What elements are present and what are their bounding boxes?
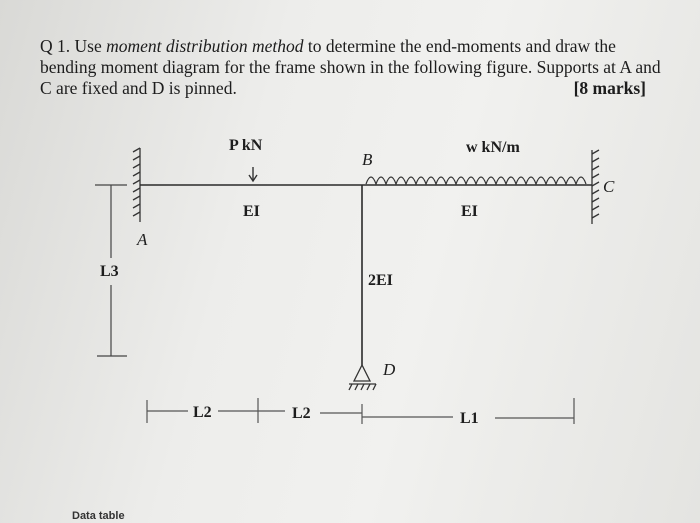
node-d-label: D [383, 360, 396, 379]
fixed-support-c [592, 150, 599, 224]
node-c-label: C [603, 177, 615, 196]
question-number: Q 1. [40, 36, 71, 56]
beam-bc-stiffness: EI [461, 203, 478, 220]
data-table-label[interactable]: Data table [72, 510, 125, 522]
question-marks: [8 marks] [573, 78, 646, 98]
dimension-l1-label: L1 [460, 410, 479, 427]
column-stiffness: 2EI [368, 272, 393, 289]
dimension-l3-label: L3 [100, 263, 119, 280]
beam-ab-stiffness: EI [243, 203, 260, 220]
udl-symbol [366, 177, 586, 184]
udl-label: w kN/m [466, 139, 520, 156]
point-load-arrow [249, 167, 257, 181]
fixed-support-a [133, 148, 140, 222]
pin-support-d [349, 365, 376, 390]
load-label: P kN [229, 137, 263, 154]
question-text-part2: to determine the end-moments and draw the bending moment diagram for the frame shown in the following figure. Supports at A and C are fixed and D is pinned. [40, 36, 661, 98]
question-method: moment distribution method [106, 36, 304, 56]
node-a-label: A [137, 230, 148, 249]
node-b-label: B [362, 150, 373, 169]
question-text-part1: Use [70, 36, 107, 56]
dimension-l2-right-label: L2 [292, 405, 311, 422]
dimension-l2-left-label: L2 [193, 404, 212, 421]
